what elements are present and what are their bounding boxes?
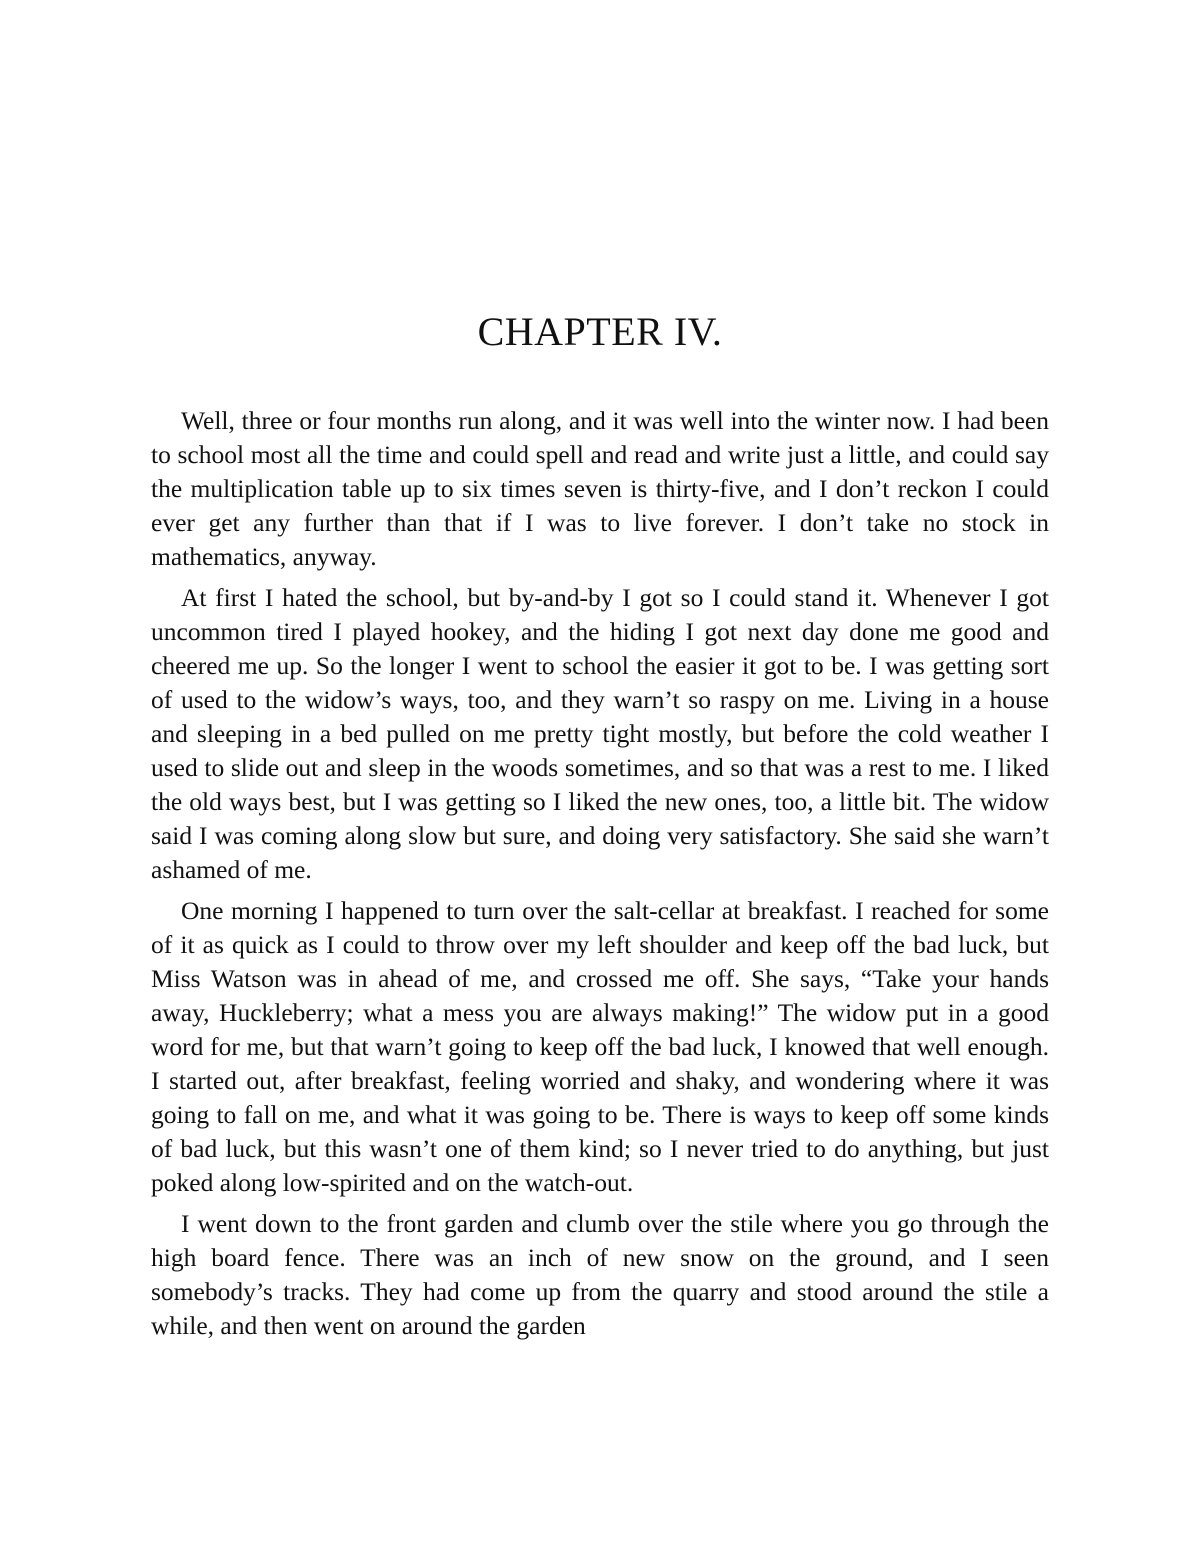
paragraph: At first I hated the school, but by-and-by I got so I could stand it. Whenever I got uncommon tired I played hookey, and the hiding I got next day done me good and cheered me up. So the longer I went to school the easier it got to be. I was getting sort of used to the widow’s ways, too, and they warn’t so raspy on me. Living in a house and sleeping in a bed pulled on me pretty tight mostly, but before the cold weather I used to slide out and sleep in the woods sometimes, and so that was a rest to me. I liked the old ways best, but I was getting so I liked the new ones, too, a little bit. The widow said I was coming along slow but sure, and doing very satisfactory. She said she warn’t ashamed of me. — [151, 583, 1049, 884]
paragraph: Well, three or four months run along, and it was well into the winter now. I had been to school most all the time and could spell and read and write just a little, and could say the multiplication table up to six times seven is thirty-five, and I don’t reckon I could ever get any further than that if I was to live forever. I don’t take no stock in mathematics, anyway. — [151, 406, 1049, 571]
paragraph: One morning I happened to turn over the salt-cellar at breakfast. I reached for some of it as quick as I could to throw over my left shoulder and keep off the bad luck, but Miss Watson was in ahead of me, and crossed me off. She says, “Take your hands away, Huckleberry; what a mess you are always making!” The widow put in a good word for me, but that warn’t going to keep off the bad luck, I knowed that well enough. I started out, after breakfast, feeling worried and shaky, and wondering where it was going to fall on me, and what it was going to be. There is ways to keep off some kinds of bad luck, but this wasn’t one of them kind; so I never tried to do anything, but just poked along low-spirited and on the watch-out. — [151, 896, 1049, 1197]
paragraph: I went down to the front garden and clumb over the stile where you go through the high board fence. There was an inch of new snow on the ground, and I seen somebody’s tracks. They had come up from the quarry and stood around the stile a while, and then went on around the garden — [151, 1209, 1049, 1340]
chapter-body — [151, 404, 1049, 1350]
chapter-title: CHAPTER IV. — [477, 309, 723, 354]
